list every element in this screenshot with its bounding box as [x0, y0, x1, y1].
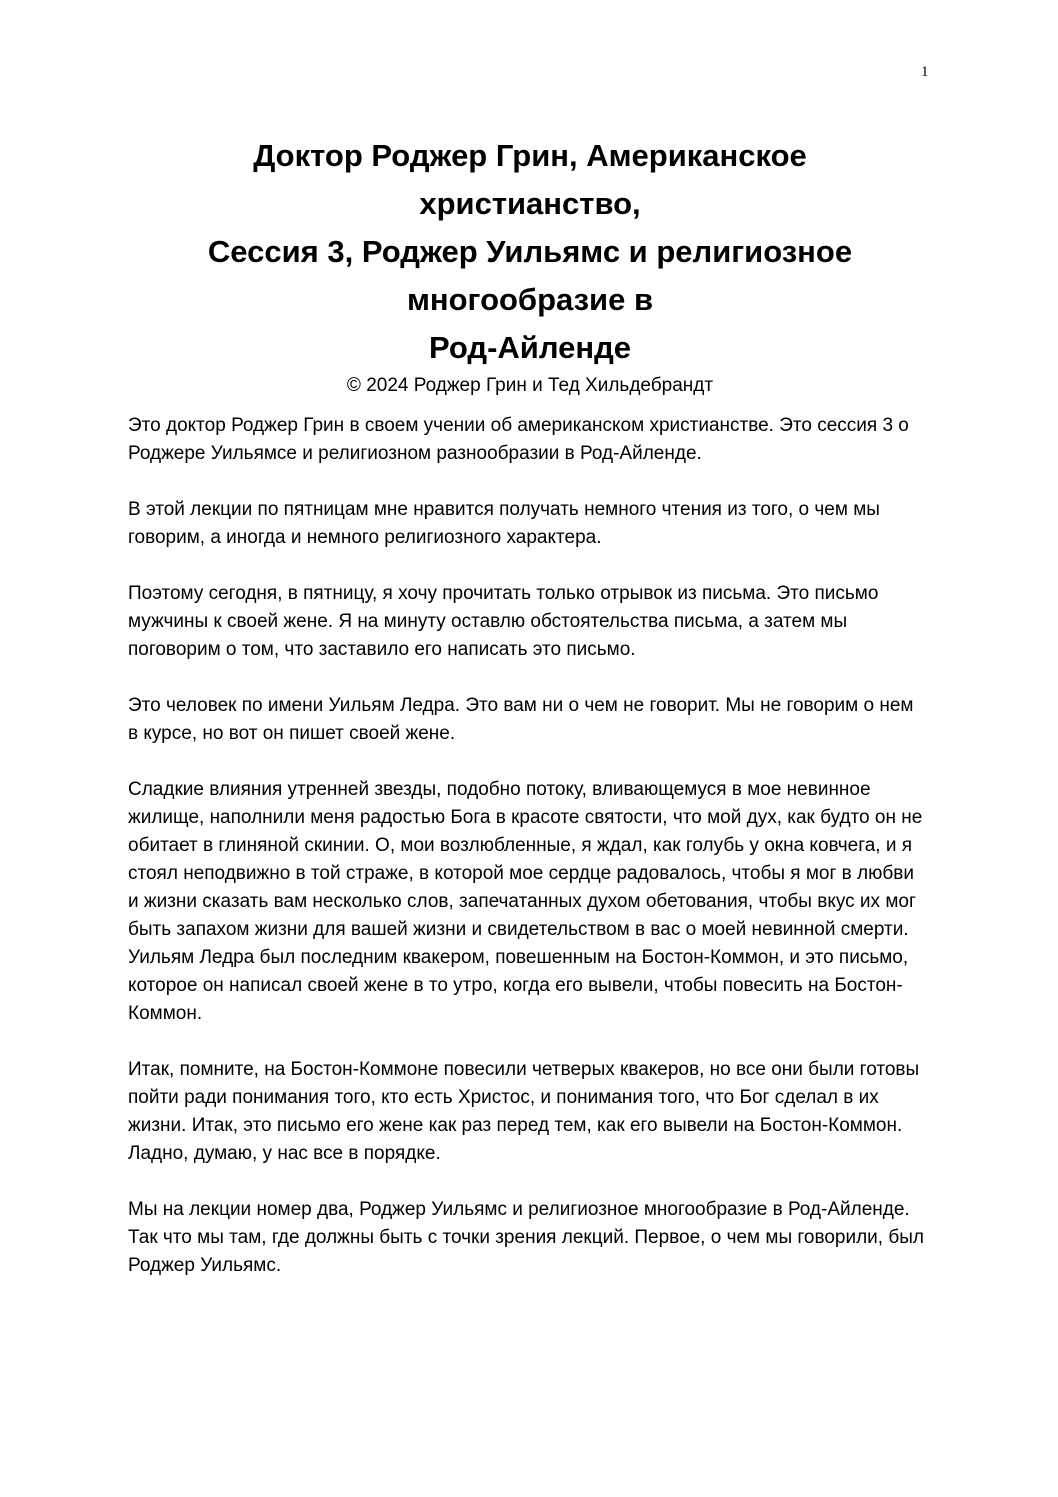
paragraph: Это человек по имени Уильям Ледра. Это вам ни о чем не говорит. Мы не говорим о нем в курсе, но вот он пишет своей жене.: [128, 695, 914, 744]
page-number: 1: [921, 64, 929, 80]
title-block: [100, 132, 960, 398]
paragraph: Итак, помните, на Бостон-Коммоне повесили четверых квакеров, но все они были готовы пойти ради понимания того, кто есть Христос, и понимания того, что Бог сделал в их жизни. Итак, это письмо его жене как раз перед тем, как его вывели на Бостон-Коммон. Ладно, думаю, у нас все в порядке.: [128, 1059, 920, 1164]
paragraph: Это доктор Роджер Грин в своем учении об американском христианстве. Это сессия 3 о Роджере Уильямсе и религиозном разнообразии в Род-Айленде.: [128, 415, 909, 464]
body-text: [128, 412, 928, 1308]
title-line: многообразие в: [406, 282, 654, 317]
title-line: Доктор Роджер Грин, Американское: [253, 138, 807, 173]
paragraph: Сладкие влияния утренней звезды, подобно потоку, вливающемуся в мое невинное жилище, наполнили меня радостью Бога в красоте святости, что мой дух, как будто он не обитает в глиняной скинии. О, мои возлюбленные, я ждал, как голубь у окна ковчега, и я стоял неподвижно в той страже, в которой мое сердце радовалось, чтобы я мог в любви и жизни сказать вам несколько слов, запечатанных духом обетования, чтобы вкус их мог быть запахом жизни для вашей жизни и свидетельством в вас о моей невинной смерти. Уильям Ледра был последним квакером, повешенным на Бостон-Коммон, и это письмо, которое он написал своей жене в то утро, когда его вывели, чтобы повесить на Бостон-Коммон.: [128, 779, 923, 1024]
paragraph: Мы на лекции номер два, Роджер Уильямс и религиозное многообразие в Род-Айленде. Так что мы там, где должны быть с точки зрения лекций. Первое, о чем мы говорили, был Роджер Уильямс.: [128, 1199, 924, 1276]
title-line: христианство,: [419, 186, 641, 221]
paragraph: Поэтому сегодня, в пятницу, я хочу прочитать только отрывок из письма. Это письмо мужчины к своей жене. Я на минуту оставлю обстоятельства письма, а затем мы поговорим о том, что заставило его написать это письмо.: [128, 583, 879, 660]
paragraph: В этой лекции по пятницам мне нравится получать немного чтения из того, о чем мы говорим, а иногда и немного религиозного характера.: [128, 499, 880, 548]
title-line: Сессия 3, Роджер Уильямс и религиозное: [207, 234, 853, 269]
copyright-line: © 2024 Роджер Грин и Тед Хильдебрандт: [346, 375, 714, 396]
title-line: Род-Айленде: [428, 330, 632, 365]
